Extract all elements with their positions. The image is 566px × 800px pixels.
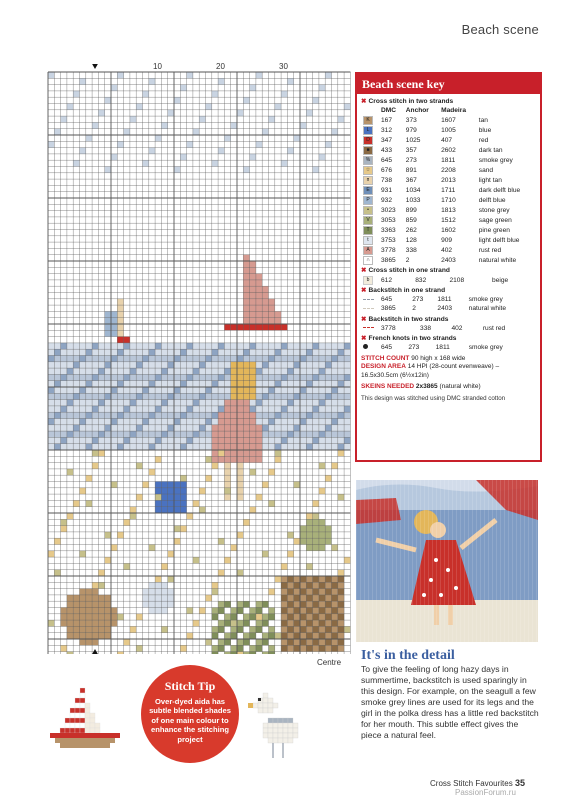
chart-grid xyxy=(46,64,351,654)
key-title: Beach scene key xyxy=(357,74,540,94)
symbol-swatch: P xyxy=(363,196,373,205)
symbol-swatch: E xyxy=(363,186,373,195)
symbol-swatch: ᴨ xyxy=(363,176,373,185)
symbol-swatch: D xyxy=(363,136,373,145)
key-row: ☆ 676 891 2208 sand xyxy=(361,165,536,175)
symbol-swatch: b xyxy=(363,276,373,285)
symbol-swatch: ∩ xyxy=(363,256,373,265)
page-footer: Cross Stitch Favourites 35 xyxy=(430,778,525,788)
column-number-10: 10 xyxy=(153,62,162,71)
symbol-swatch: t xyxy=(363,236,373,245)
key-row: • 3023 899 1813 stone grey xyxy=(361,205,536,215)
key-row: V 3053 859 1512 sage green xyxy=(361,215,536,225)
stitch-info: STITCH COUNT 90 high x 168 wide DESIGN AREA 14 HPI (28-count evenweave) – 16.5x30.5cm (6½x12in) SKEINS NEEDED 2x3865 (natural white) xyxy=(361,354,500,391)
key-row: A 3778 338 402 rust red xyxy=(361,245,536,255)
key-table xyxy=(361,106,536,265)
stitch-tip-badge xyxy=(141,665,239,763)
key-section-back-two: ✖ Backstitch in two strands xyxy=(361,315,449,323)
column-number-20: 20 xyxy=(216,62,225,71)
key-row-beige: b 612 832 2108 beige xyxy=(361,275,536,285)
header-madeira: Madeira xyxy=(441,107,466,115)
column-number-30: 30 xyxy=(279,62,288,71)
backstitch-row: 645 273 1811 smoke grey xyxy=(361,295,536,304)
key-row: t 3753 128 909 light delft blue xyxy=(361,235,536,245)
header-anchor: Anchor xyxy=(405,107,429,115)
symbol-swatch: L xyxy=(363,126,373,135)
backstitch-row: 3778 338 402 rust red xyxy=(361,324,536,333)
key-section-french: ✖ French knots in two strands xyxy=(361,334,457,342)
key-row: L 312 979 1005 blue xyxy=(361,125,536,135)
footnote: This design was stitched using DMC stranded cotton xyxy=(361,394,506,402)
symbol-swatch: % xyxy=(363,156,373,165)
key-row: ∩ 3865 2 2403 natural white xyxy=(361,255,536,265)
symbol-swatch: • xyxy=(363,206,373,215)
symbol-swatch: ■ xyxy=(363,146,373,155)
tip-title: Stitch Tip xyxy=(164,679,216,693)
key-row: ■ 433 357 2602 dark tan xyxy=(361,145,536,155)
tip-text: Over-dyed aida has subtle blended shades of one main colour to enhance the stitching project xyxy=(149,697,231,744)
symbol-swatch: V xyxy=(363,216,373,225)
cross-stitch-chart xyxy=(46,64,351,654)
detail-text: To give the feeling of long hazy days in summertime, backstitch is used sparingly in this design. For example, on the seagull a few smoke grey lines are used for its legs and the girl in the polka dress has a little red backstitch for her mouth. This subtle effect gives the piece a natural feel. xyxy=(361,664,539,740)
stitched-seagull-motif xyxy=(243,688,313,773)
watermark: PassionForum.ru xyxy=(455,788,516,797)
symbol-swatch: K xyxy=(363,116,373,125)
key-row: E 931 1034 1711 dark delft blue xyxy=(361,185,536,195)
key-section-cross-two: ✖ Cross stitch in two strands xyxy=(361,98,454,105)
header-dmc: DMC xyxy=(381,107,397,115)
key-panel xyxy=(355,72,542,462)
key-row: ᴨ 738 367 2013 light tan xyxy=(361,175,536,185)
key-section-back-one: ✖ Backstitch in one strand xyxy=(361,287,446,295)
key-row: D 347 1025 407 red xyxy=(361,135,536,145)
symbol-swatch: T xyxy=(363,226,373,235)
key-section-cross-one: ✖ Cross stitch in one strand xyxy=(361,267,450,275)
detail-title: It's in the detail xyxy=(361,648,455,663)
backstitch-row: 3865 2 2403 natural white xyxy=(361,304,536,313)
stitched-boat-motif xyxy=(45,683,130,763)
symbol-swatch: A xyxy=(363,246,373,255)
symbol-swatch: ☆ xyxy=(363,166,373,175)
stitched-detail-photo xyxy=(356,480,538,642)
centre-label: Centre xyxy=(317,658,342,667)
page-title: Beach scene xyxy=(461,22,539,37)
french-knot-row: 645 273 1811 smoke grey xyxy=(361,343,536,352)
key-row: T 3363 262 1602 pine green xyxy=(361,225,536,235)
key-row: K 167 373 1607 tan xyxy=(361,115,536,125)
key-row: P 932 1033 1710 delft blue xyxy=(361,195,536,205)
key-row: % 645 273 1811 smoke grey xyxy=(361,155,536,165)
